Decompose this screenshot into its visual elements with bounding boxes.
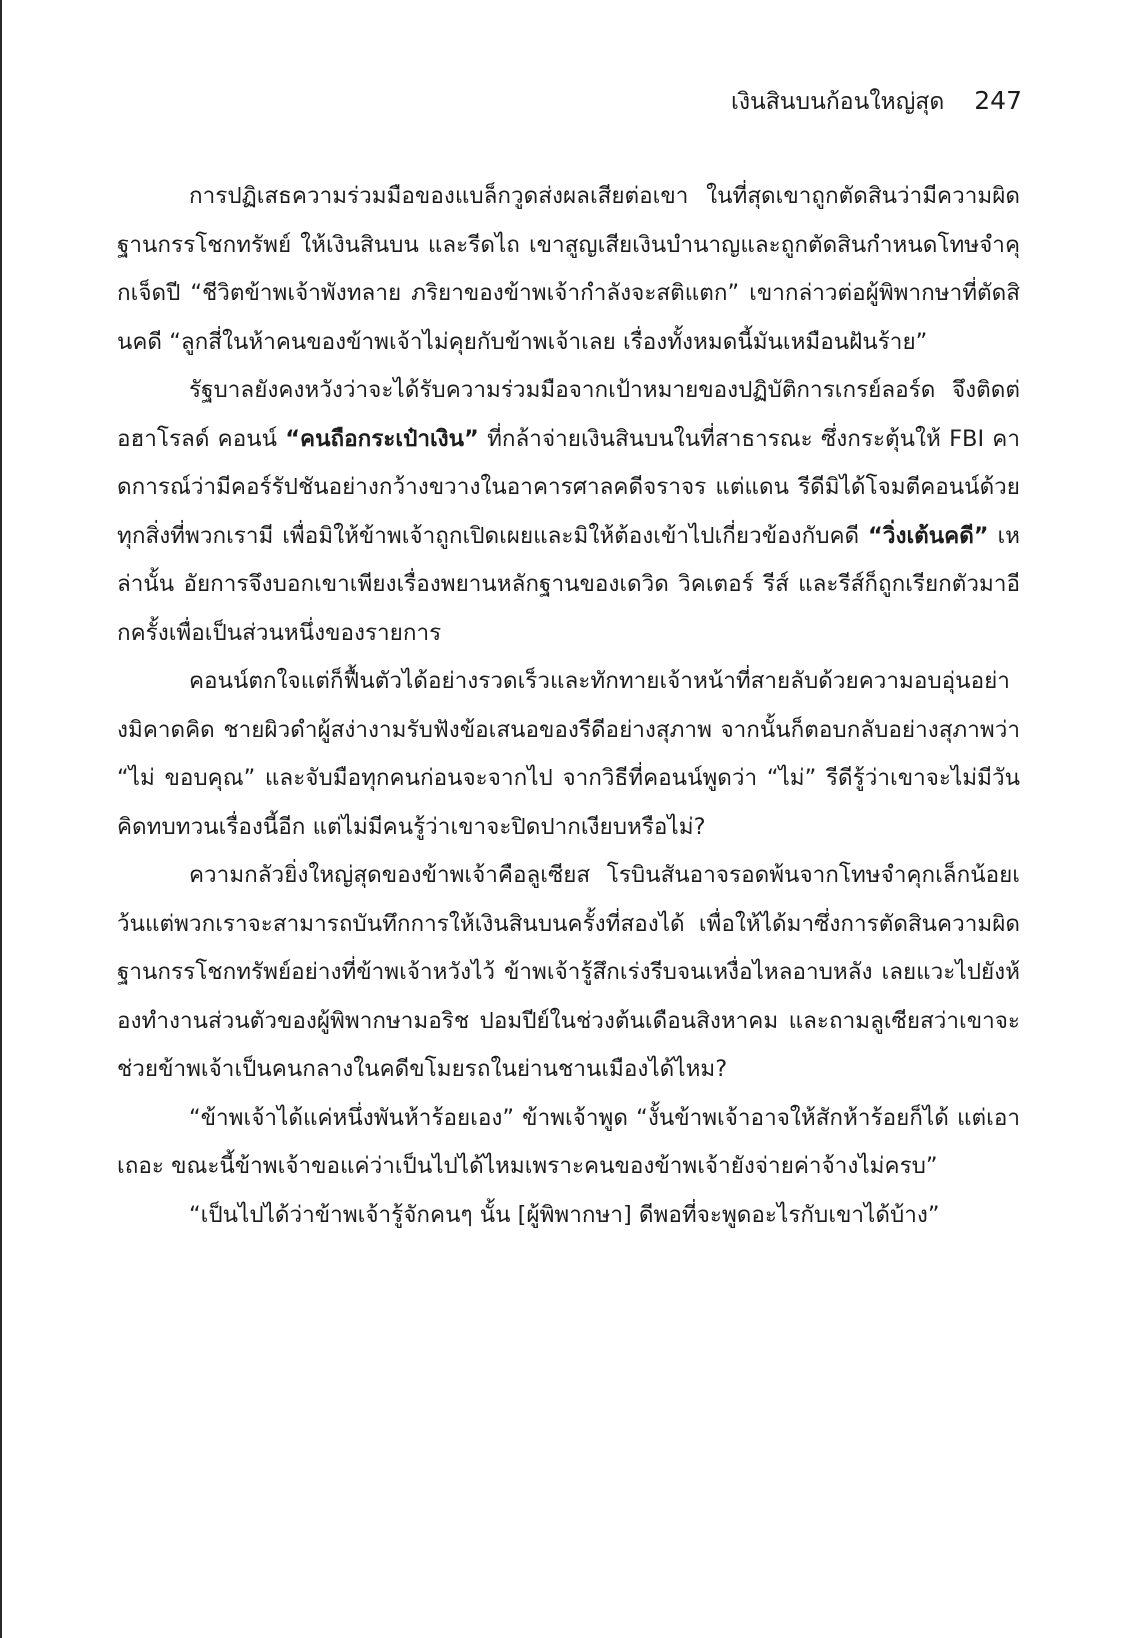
paragraph-3 xyxy=(117,657,1020,851)
paragraph-5-text: “ข้าพเจ้าได้แค่หนึ่งพันห้าร้อยเอง” ข้าพเจ้าพูด “งั้นข้าพเจ้าอาจให้สักห้าร้อยก็ได้ แต่เอาเถอะ ขณะนี้ข้าพเจ้าขอแค่ว่าเป็นไปได้ไหมเพราะคนของข้าพเจ้ายังจ่ายค่าจ้างไม่ครบ” xyxy=(117,1104,1020,1179)
paragraph-2-text-a: รัฐบาลยังคงหวังว่าจะได้รับความร่วมมือจากเป้าหมายของปฏิบัติการเกรย์ลอร์ด จึงติดต่อฮาโรลด์ คอนน์ xyxy=(117,377,1020,452)
paragraph-6-text: “เป็นไปได้ว่าข้าพเจ้ารู้จักคนๆ นั้น [ผู้พิพากษา] ดีพอที่จะพูดอะไรกับเขาได้บ้าง” xyxy=(189,1201,940,1228)
page-edge-rule xyxy=(0,0,2,1638)
paragraph-2-text-b: ที่กล้าจ่ายเงินสินบนในที่สาธารณะ ซึ่งกระตุ้นให้ FBI คาดการณ์ว่ามีคอร์รัปชันอย่างกว้างขวางในอาคารศาลคดีจราจร แต่แดน รีดีมิได้โจมตีคอนน์ด้วยทุกสิ่งที่พวกเรามี เพื่อมิให้ข้าพเจ้าถูกเปิดเผยและมิให้ต้องเข้าไปเกี่ยวข้องกับคดี xyxy=(117,425,1020,549)
running-header xyxy=(731,84,1022,120)
paragraph-5 xyxy=(117,1094,1020,1191)
body-text xyxy=(117,172,1020,1239)
paragraph-6 xyxy=(117,1191,1020,1240)
paragraph-2-text-c: เหล่านั้น อัยการจึงบอกเขาเพียงเรื่องพยานหลักฐานของเดวิด วิคเตอร์ รีส์ และรีส์ก็ถูกเรียกตัวมาอีกครั้งเพื่อเป็นส่วนหนึ่งของรายการ xyxy=(117,522,1020,646)
running-title: เงินสินบนก้อนใหญ่สุด xyxy=(730,89,945,115)
bold-phrase-case-fixing: “วิ่งเต้นคดี” xyxy=(868,522,989,549)
bold-phrase-bagman: “คนถือกระเป๋าเงิน” xyxy=(285,425,479,452)
paragraph-1 xyxy=(117,172,1020,366)
paragraph-1-text: การปฏิเสธความร่วมมือของแบล็กวูดส่งผลเสียต่อเขา ในที่สุดเขาถูกตัดสินว่ามีความผิดฐานกรรโชกทรัพย์ ให้เงินสินบน และรีดไถ เขาสูญเสียเงินบำนาญและถูกตัดสินกำหนดโทษจำคุกเจ็ดปี “ชีวิตข้าพเจ้าพังทลาย ภริยาของข้าพเจ้ากำลังจะสติแตก” เขากล่าวต่อผู้พิพากษาที่ตัดสินคดี “ลูกสี่ในห้าคนของข้าพเจ้าไม่คุยกับข้าพเจ้าเลย เรื่องทั้งหมดนี้มันเหมือนฝันร้าย” xyxy=(117,183,1020,355)
paragraph-3-text: คอนน์ตกใจแต่ก็ฟื้นตัวได้อย่างรวดเร็วและทักทายเจ้าหน้าที่สายลับด้วยความอบอุ่นอย่างมิคาดคิด ชายผิวดำผู้สง่างามรับฟังข้อเสนอของรีดีอย่างสุภาพ จากนั้นก็ตอบกลับอย่างสุภาพว่า “ไม่ ขอบคุณ” และจับมือทุกคนก่อนจะจากไป จากวิธีที่คอนน์พูดว่า “ไม่” รีดีรู้ว่าเขาจะไม่มีวันคิดทบทวนเรื่องนี้อีก แต่ไม่มีคนรู้ว่าเขาจะปิดปากเงียบหรือไม่? xyxy=(117,668,1020,840)
paragraph-4 xyxy=(117,851,1020,1094)
paragraph-2 xyxy=(117,366,1020,657)
paragraph-4-text: ความกลัวยิ่งใหญ่สุดของข้าพเจ้าคือลูเซียส โรบินสันอาจรอดพ้นจากโทษจำคุกเล็กน้อยเว้นแต่พวกเราจะสามารถบันทึกการให้เงินสินบนครั้งที่สองได้ เพื่อให้ได้มาซึ่งการตัดสินความผิดฐานกรรโชกทรัพย์อย่างที่ข้าพเจ้าหวังไว้ ข้าพเจ้ารู้สึกเร่งรีบจนเหงื่อไหลอาบหลัง เลยแวะไปยังห้องทำงานส่วนตัวของผู้พิพากษามอริช ปอมปีย์ในช่วงต้นเดือนสิงหาคม และถามลูเซียสว่าเขาจะช่วยข้าพเจ้าเป็นคนกลางในคดีขโมยรถในย่านชานเมืองได้ไหม? xyxy=(117,862,1020,1082)
page-number: 247 xyxy=(974,86,1022,115)
